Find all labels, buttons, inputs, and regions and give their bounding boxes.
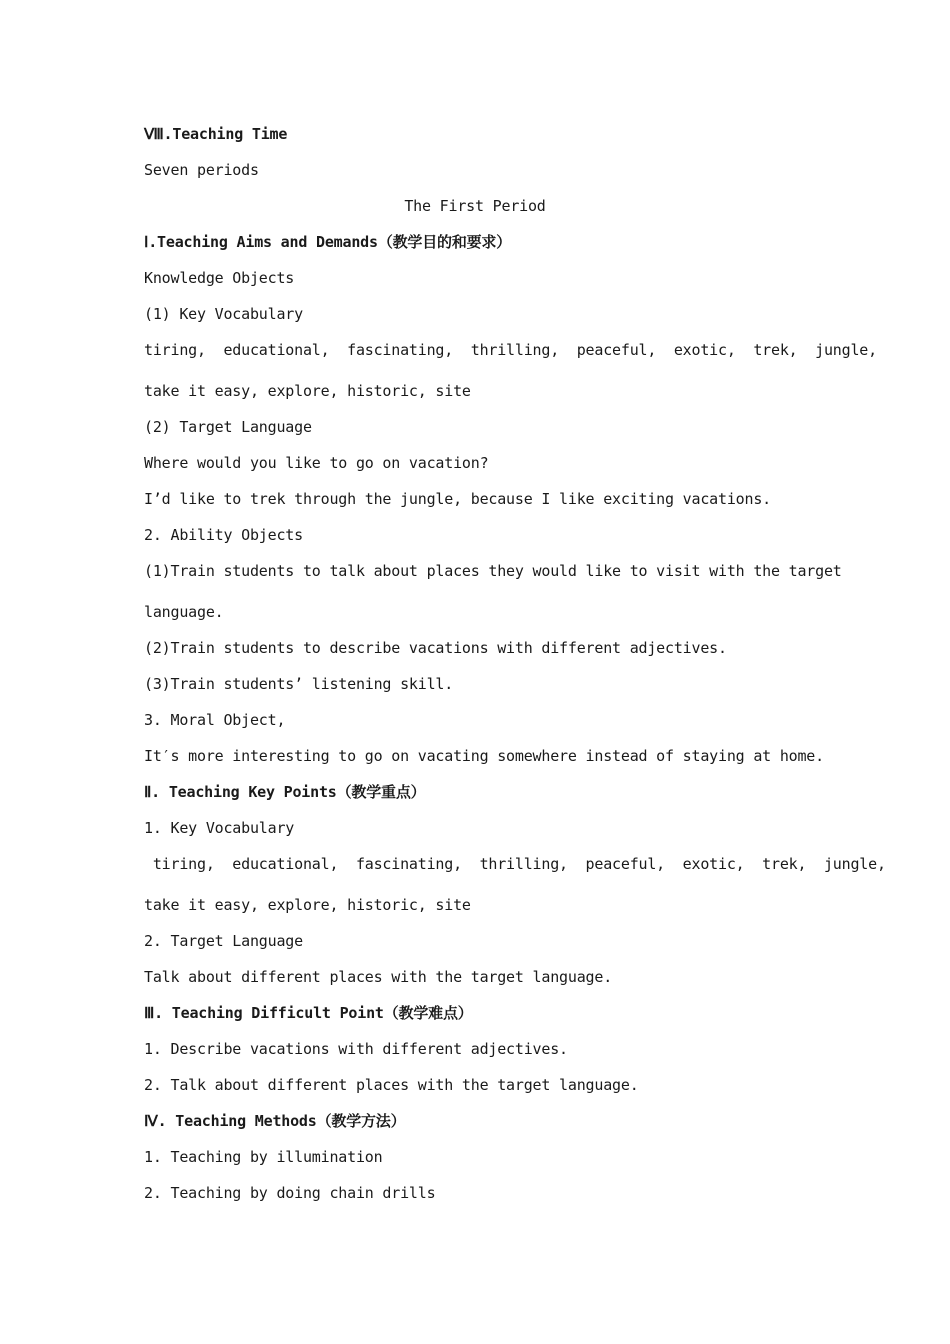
example-question: Where would you like to go on vacation? xyxy=(144,454,489,472)
teaching-method-item: 1. Teaching by illumination xyxy=(144,1148,383,1166)
vocabulary-line: take it easy, explore, historic, site xyxy=(144,896,471,914)
document-page xyxy=(144,124,886,1203)
key-vocabulary-label: (1) Key Vocabulary xyxy=(144,305,303,323)
ability-item-continued: language. xyxy=(144,603,224,621)
period-title: The First Period xyxy=(404,197,546,215)
section-ii-heading: Ⅱ. Teaching Key Points（教学重点） xyxy=(144,783,426,801)
example-answer: I’d like to trek through the jungle, because I like exciting vacations. xyxy=(144,490,771,508)
target-language-text: Talk about different places with the target language. xyxy=(144,968,613,986)
difficult-point-item: 2. Talk about different places with the target language. xyxy=(144,1076,639,1094)
ability-item: (3)Train students’ listening skill. xyxy=(144,675,454,693)
section-viii-heading: Ⅷ.Teaching Time xyxy=(144,125,288,143)
target-language-label: 2. Target Language xyxy=(144,932,303,950)
vocabulary-line: take it easy, explore, historic, site xyxy=(144,382,471,400)
section-i-heading: Ⅰ.Teaching Aims and Demands（教学目的和要求） xyxy=(144,233,512,251)
vocabulary-line: tiring, educational, fascinating, thrilling, peaceful, exotic, trek, jungle, xyxy=(144,341,877,359)
moral-object-label: 3. Moral Object, xyxy=(144,711,286,729)
teaching-time-text: Seven periods xyxy=(144,161,259,179)
section-iv-heading: Ⅳ. Teaching Methods（教学方法） xyxy=(144,1112,406,1130)
ability-item: (1)Train students to talk about places they would like to visit with the target xyxy=(144,562,842,580)
teaching-method-item: 2. Teaching by doing chain drills xyxy=(144,1184,436,1202)
difficult-point-item: 1. Describe vacations with different adjectives. xyxy=(144,1040,568,1058)
ability-objects-label: 2. Ability Objects xyxy=(144,526,303,544)
target-language-label: (2) Target Language xyxy=(144,418,312,436)
key-vocabulary-label: 1. Key Vocabulary xyxy=(144,819,295,837)
moral-object-text: It′s more interesting to go on vacating somewhere instead of staying at home. xyxy=(144,747,824,765)
vocabulary-line: tiring, educational, fascinating, thrilling, peaceful, exotic, trek, jungle, xyxy=(144,855,886,873)
knowledge-objects-label: Knowledge Objects xyxy=(144,269,295,287)
section-iii-heading: Ⅲ. Teaching Difficult Point（教学难点） xyxy=(144,1004,473,1022)
ability-item: (2)Train students to describe vacations with different adjectives. xyxy=(144,639,727,657)
